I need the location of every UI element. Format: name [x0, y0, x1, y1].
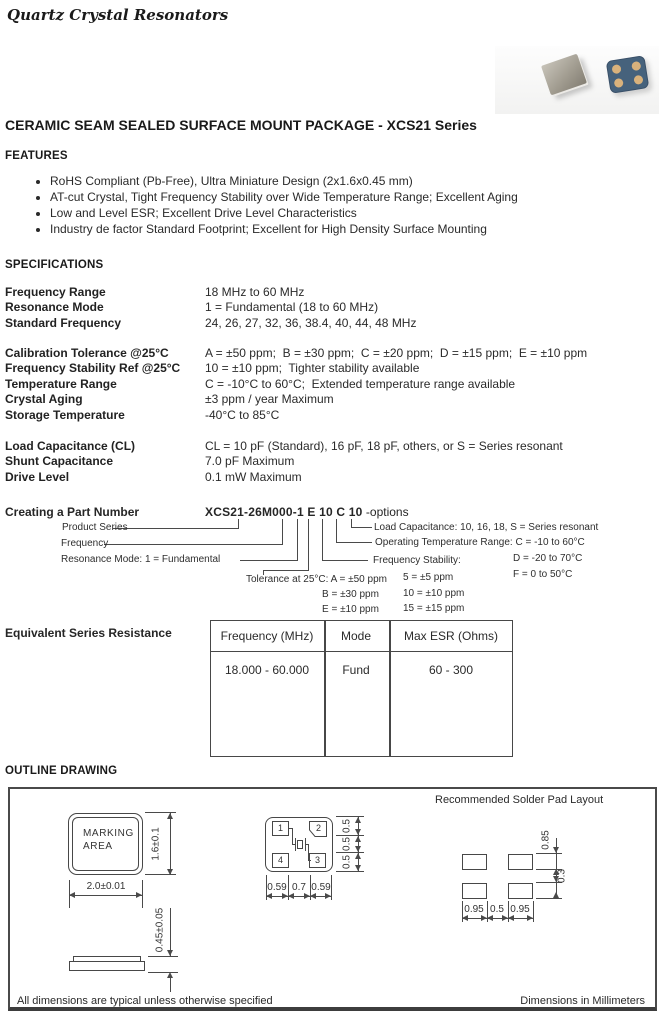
feature-item: • RoHS Compliant (Pb-Free), Ultra Miniature Design (2x1.6x0.45 mm) — [50, 173, 650, 189]
pn-label-stability-5: 5 = ±5 ppm — [403, 572, 454, 583]
dim-s05-label: 0.5 — [490, 904, 504, 915]
leader-line — [104, 544, 282, 545]
arrowhead — [355, 817, 361, 823]
spec-value: CL = 10 pF (Standard), 16 pF, 18 pF, others, or S = Series resonant — [205, 439, 563, 453]
arrowhead — [167, 972, 173, 978]
solder-pad — [462, 854, 487, 870]
crystal-wire — [308, 844, 309, 860]
spec-value: 0.1 mW Maximum — [205, 469, 302, 484]
feature-item: • Low and Level ESR; Excellent Drive Level Characteristics — [50, 205, 650, 221]
spec-label: Storage Temperature — [5, 407, 125, 422]
spec-row — [5, 361, 655, 376]
arrowhead — [355, 865, 361, 871]
leader-line — [297, 519, 298, 561]
table-cell: Fund — [342, 663, 370, 677]
spec-value: 10 = ±10 ppm; Tighter stability available — [205, 361, 420, 376]
spec-label: Drive Level — [5, 469, 70, 484]
outline-heading: OUTLINE DRAWING — [5, 765, 118, 777]
spec-row — [5, 392, 655, 407]
spec-row — [5, 439, 655, 454]
dim-thickness-label: 0.45±0.05 — [154, 907, 166, 953]
spec-value: 7.0 pF Maximum — [205, 454, 295, 469]
crystal-top-view-photo — [541, 54, 587, 96]
pn-label-frequency: Frequency — [61, 538, 109, 549]
pn-label-temp-d: D = -20 to 70°C — [513, 553, 583, 564]
table-divider — [389, 621, 391, 756]
marking-line: AREA — [83, 840, 113, 852]
leader-line — [240, 560, 297, 561]
dim-095-label: 0.95 — [510, 904, 530, 915]
dim-059-label: 0.59 — [267, 882, 287, 893]
crystal-bottom-view-photo — [606, 55, 650, 94]
pn-label-load-cap: Load Capacitance: 10, 16, 18, S = Series resonant — [374, 522, 599, 533]
pn-label-stability-15: 15 = ±15 ppm — [403, 603, 465, 614]
dim-07-label: 0.7 — [292, 882, 306, 893]
spec-label: Temperature Range — [5, 376, 117, 391]
dim-095-label: 0.95 — [464, 904, 484, 915]
photo-pad — [614, 78, 624, 88]
spec-value: A = ±50 ppm; B = ±30 ppm; C = ±20 ppm; D = ±15 ppm; E = ±10 ppm — [205, 346, 588, 360]
pn-label-tolerance-e: E = ±10 ppm — [322, 604, 379, 615]
pn-label-temp-range: Operating Temperature Range: C = -10 to 60°C — [375, 537, 585, 548]
features-list — [0, 173, 650, 237]
leader-line — [113, 528, 238, 529]
arrowhead — [355, 836, 361, 842]
leader-line — [282, 519, 283, 545]
table-cell: 18.000 - 60.000 — [224, 663, 310, 677]
esr-table — [210, 620, 513, 757]
pn-label-resonance: Resonance Mode: 1 = Fundamental — [61, 554, 221, 565]
dimension-line — [170, 813, 171, 875]
leader-line — [336, 519, 337, 543]
arrowhead — [310, 893, 316, 899]
extension-line — [536, 853, 562, 854]
arrowhead — [355, 829, 361, 835]
dim-05-label: 0.5 — [341, 819, 353, 833]
arrowhead — [266, 893, 272, 899]
arrowhead — [527, 915, 533, 921]
dim-height-label: 1.6±0.1 — [150, 827, 162, 861]
part-number — [205, 505, 409, 519]
spec-label: Resonance Mode — [5, 300, 104, 315]
dimension-line — [266, 896, 331, 897]
dim-05-label: 0.5 — [341, 837, 353, 851]
photo-pad — [631, 61, 641, 71]
pad-3-number: 3 — [314, 855, 320, 865]
crystal-wire — [292, 844, 296, 845]
solder-pad — [508, 854, 533, 870]
arrowhead — [355, 853, 361, 859]
arrowhead — [167, 813, 173, 819]
arrowhead — [136, 892, 142, 898]
arrowhead — [487, 915, 493, 921]
footer-note-left: All dimensions are typical unless otherwise specified — [17, 995, 273, 1007]
feature-item: • Industry de factor Standard Footprint; Excellent for High Density Surface Mounting — [50, 221, 650, 237]
crystal-symbol-body — [297, 840, 303, 849]
pn-label-product-series: Product Series — [62, 522, 128, 533]
feature-item: • AT-cut Crystal, Tight Frequency Stability over Wide Temperature Range; Excellent Aging — [50, 189, 650, 205]
spec-label: Frequency Range — [5, 285, 106, 299]
spec-value: C = -10°C to 60°C; Extended temperature range available — [205, 376, 516, 391]
spec-row — [5, 408, 655, 423]
dim-059-label: 0.59 — [311, 882, 331, 893]
page-title: CERAMIC SEAM SEALED SURFACE MOUNT PACKAGE - XCS21 Series — [5, 117, 477, 133]
spec-row — [5, 346, 655, 361]
side-view-body — [69, 961, 145, 971]
leader-line — [308, 519, 309, 571]
table-divider — [324, 621, 326, 756]
extension-line — [536, 898, 562, 899]
photo-pad — [611, 64, 621, 74]
pn-label-tolerance: Tolerance at 25°C: A = ±50 ppm — [246, 574, 387, 585]
solder-pad — [462, 883, 487, 899]
spec-value: 24, 26, 27, 32, 36, 38.4, 40, 44, 48 MHz — [205, 315, 417, 330]
extension-line — [148, 956, 178, 957]
extension-line — [336, 871, 364, 872]
spec-value: -40°C to 85°C — [205, 407, 280, 422]
spec-group-capacitance — [5, 439, 655, 485]
dim-05-label: 0.5 — [341, 855, 353, 869]
spec-row — [5, 316, 655, 331]
spec-label: Load Capacitance (CL) — [5, 439, 136, 453]
esr-heading: Equivalent Series Resistance — [5, 626, 172, 640]
arrowhead — [553, 892, 559, 898]
pn-label-stability-10: 10 = ±10 ppm — [403, 588, 465, 599]
photo-pad — [633, 75, 643, 85]
pn-label-temp-f: F = 0 to 50°C — [513, 569, 573, 580]
features-heading: FEATURES — [5, 150, 68, 162]
table-cell: 60 - 300 — [428, 663, 474, 677]
spec-row — [5, 285, 655, 300]
part-number-options: -options — [362, 505, 409, 519]
spec-label: Calibration Tolerance @25°C — [5, 346, 169, 360]
solder-pad-layout-title: Recommended Solder Pad Layout — [435, 794, 604, 806]
footer-note-right: Dimensions in Millimeters — [520, 995, 645, 1007]
dim-width-label: 2.0±0.01 — [86, 881, 126, 892]
dimension-line — [170, 908, 171, 956]
table-header-rule — [211, 651, 512, 652]
leader-line — [336, 542, 372, 543]
arrowhead — [553, 847, 559, 853]
part-number-code: XCS21-26M000-1 E 10 C 10 — [205, 505, 363, 519]
part-number-heading: Creating a Part Number — [5, 505, 140, 519]
spec-row — [5, 377, 655, 392]
dimension-line — [69, 895, 143, 896]
brand-title: Quartz Crystal Resonators — [7, 6, 229, 24]
arrowhead — [355, 846, 361, 852]
table-header-cell: Max ESR (Ohms) — [403, 629, 499, 643]
solder-pad — [508, 883, 533, 899]
pn-label-stability: Frequency Stability: — [373, 555, 461, 566]
marking-area-label — [83, 828, 134, 853]
arrowhead — [69, 892, 75, 898]
marking-line: MARKING — [83, 828, 134, 839]
crystal-wire — [292, 828, 293, 844]
spec-row — [5, 470, 655, 485]
arrowhead — [167, 869, 173, 875]
specifications-heading: SPECIFICATIONS — [5, 259, 104, 271]
pad-4-number: 4 — [277, 855, 283, 865]
arrowhead — [288, 893, 294, 899]
dimension-line — [358, 817, 359, 872]
leader-line — [322, 519, 323, 561]
pad-2-number: 2 — [315, 823, 321, 833]
spec-value: 18 MHz to 60 MHz — [205, 285, 305, 299]
arrowhead — [325, 893, 331, 899]
leader-line — [238, 519, 239, 529]
spec-label: Shunt Capacitance — [5, 454, 114, 469]
arrowhead — [167, 950, 173, 956]
leader-line — [263, 570, 308, 571]
dim-085-label: 0.85 — [540, 830, 552, 850]
spec-group-tolerance — [5, 346, 655, 423]
leader-line — [351, 527, 372, 528]
arrowhead — [462, 915, 468, 921]
extension-line — [331, 875, 332, 900]
spec-label: Standard Frequency — [5, 315, 122, 330]
spec-row — [5, 300, 655, 315]
extension-line — [142, 880, 143, 908]
table-header-cell: Frequency (MHz) — [220, 629, 314, 643]
spec-value: ±3 ppm / year Maximum — [205, 392, 334, 407]
spec-value: 1 = Fundamental (18 to 60 MHz) — [205, 300, 379, 315]
extension-line — [148, 972, 178, 973]
spec-row — [5, 454, 655, 469]
leader-line — [322, 560, 368, 561]
product-photo — [495, 46, 659, 114]
extension-line — [533, 901, 534, 922]
crystal-wire — [308, 860, 311, 861]
dim-03-label: 0.3 — [556, 869, 568, 883]
spec-group-frequency — [5, 285, 655, 331]
spec-label: Frequency Stability Ref @25°C — [5, 361, 181, 376]
dimension-line — [462, 918, 533, 919]
table-header-cell: Mode — [340, 629, 372, 643]
pad-1-number: 1 — [277, 823, 283, 833]
pn-label-tolerance-b: B = ±30 ppm — [322, 589, 379, 600]
spec-label: Crystal Aging — [5, 392, 83, 407]
arrowhead — [508, 915, 514, 921]
